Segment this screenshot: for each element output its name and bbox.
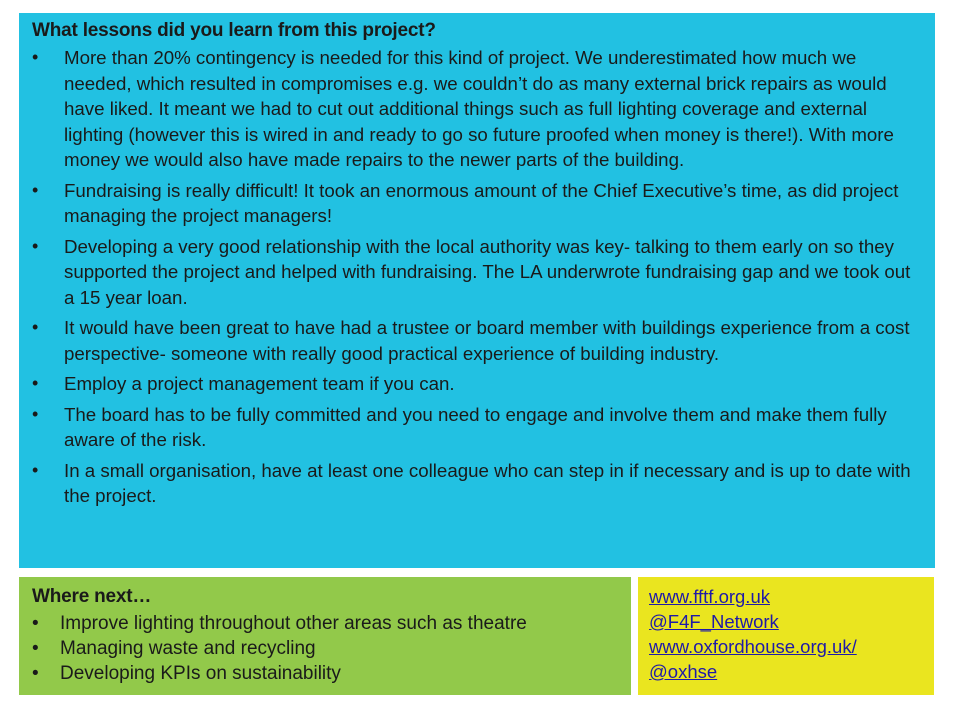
lessons-panel [19,13,935,568]
where-next-item: • Developing KPIs on sustainability [32,661,621,686]
where-next-panel [19,577,631,695]
link-f4f-twitter[interactable]: @F4F_Network [649,611,779,632]
lessons-list [32,45,925,509]
link-oxfordhouse-website[interactable]: www.oxfordhouse.org.uk/ [649,636,857,657]
where-next-item: • Managing waste and recycling [32,636,621,661]
where-next-item: • Improve lighting throughout other areas such as theatre [32,611,621,636]
link-oxhse-twitter[interactable]: @oxhse [649,661,718,682]
link-fftf-website[interactable]: www.fftf.org.uk [649,586,770,607]
where-next-heading: Where next… [32,586,152,607]
lessons-item: • Employ a project management team if you can. [32,371,925,397]
lessons-heading: What lessons did you learn from this project? [32,20,436,41]
lessons-item: • Developing a very good relationship with the local authority was key- talking to them early on so they supported the project and helped with fundraising. The LA underwrote fundraising gap and we took out a 15 year loan. [32,234,925,311]
links-panel [638,577,934,695]
lessons-item: • The board has to be fully committed and you need to engage and involve them and make them fully aware of the risk. [32,402,925,453]
lessons-item: • More than 20% contingency is needed for this kind of project. We underestimated how much we needed, which resulted in compromises e.g. we couldn’t do as many external brick repairs as would have liked. It meant we had to cut out additional things such as full lighting coverage and external lighting (however this is wired in and ready to go so future proofed when money is there!). With more money we would also have made repairs to the newer parts of the building. [32,45,925,173]
where-next-list [32,611,621,686]
lessons-item: • Fundraising is really difficult! It took an enormous amount of the Chief Executive’s time, as did project managing the project managers! [32,178,925,229]
lessons-item: • In a small organisation, have at least one colleague who can step in if necessary and is up to date with the project. [32,458,925,509]
lessons-item: • It would have been great to have had a trustee or board member with buildings experience from a cost perspective- someone with really good practical experience of building industry. [32,315,925,366]
